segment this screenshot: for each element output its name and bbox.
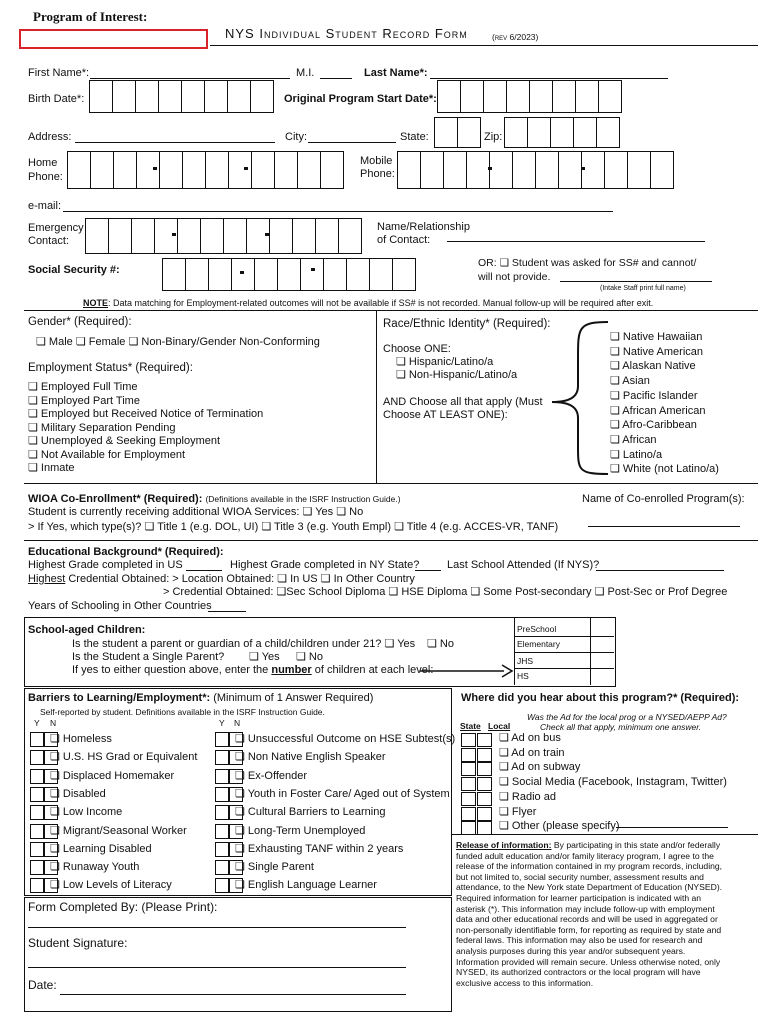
barrier-yes-box[interactable] bbox=[215, 860, 229, 875]
hear-option[interactable]: ❏ Ad on bus bbox=[499, 732, 561, 744]
barrier-option[interactable]: ❏ Runaway Youth bbox=[50, 861, 140, 874]
demographics-divider bbox=[376, 310, 377, 483]
barrier-yes-box[interactable] bbox=[215, 878, 229, 893]
ssn-boxes[interactable] bbox=[163, 258, 416, 291]
wioa-title: WIOA Co-Enrollment* (Required): bbox=[28, 493, 203, 505]
ssn-not-provided-2: will not provide. bbox=[478, 271, 551, 283]
wioa-header bbox=[28, 493, 401, 506]
barrier-yes-box[interactable] bbox=[30, 878, 44, 893]
barrier-option[interactable]: ❏ Low Levels of Literacy bbox=[50, 879, 172, 892]
barriers-n: N bbox=[234, 718, 241, 728]
emergency-label-1: Emergency bbox=[28, 222, 84, 234]
release-line: NYSED, its authorized contractors or the local program will have bbox=[456, 967, 701, 978]
intake-staff-label: (Intake Staff print full name) bbox=[600, 285, 686, 292]
children-q3 bbox=[72, 664, 433, 677]
wioa-types[interactable]: > If Yes, which type(s)? ❏ Title 1 (e.g. DOL, UI) ❏ Title 3 (e.g. Youth Empl) ❏ Title 4 (e.g. ACCES-VR, TANF) bbox=[28, 521, 559, 533]
race-choose-one: Choose ONE: bbox=[383, 343, 451, 355]
last-name-label: Last Name*: bbox=[364, 67, 428, 79]
level-jhs: JHS bbox=[517, 656, 534, 666]
children-title: School-aged Children: bbox=[28, 624, 146, 636]
level-rule bbox=[514, 668, 614, 669]
last-school-field[interactable] bbox=[596, 570, 724, 571]
barrier-yes-box[interactable] bbox=[215, 842, 229, 857]
phone-dash bbox=[265, 233, 269, 236]
home-phone-label-1: Home bbox=[28, 157, 58, 169]
barrier-option[interactable]: ❏ Single Parent bbox=[235, 861, 314, 874]
wioa-bottom-rule bbox=[24, 540, 758, 541]
barrier-option[interactable]: ❏ Homeless bbox=[50, 733, 112, 745]
release-title: Release of information: bbox=[456, 840, 552, 850]
grade-ny-label: Highest Grade completed in NY State? bbox=[230, 559, 420, 571]
wioa-definitions: (Definitions available in the ISRF Instruction Guide.) bbox=[205, 494, 401, 504]
zip-boxes[interactable] bbox=[505, 117, 620, 148]
release-line: release of the information contained in my program records, including, bbox=[456, 861, 723, 872]
city-label: City: bbox=[285, 131, 307, 143]
gender-options[interactable]: ❏ Male ❏ Female ❏ Non-Binary/Gender Non-Conforming bbox=[36, 336, 320, 348]
release-line: Release of information: By participating in this state and/or federally bbox=[456, 840, 721, 850]
zip-label: Zip: bbox=[484, 131, 503, 143]
barrier-yes-box[interactable] bbox=[215, 787, 229, 802]
mobile-phone-label-2: Phone: bbox=[360, 168, 395, 180]
program-of-interest-field[interactable] bbox=[19, 29, 208, 49]
barrier-option[interactable]: ❏ Youth in Foster Care/ Aged out of System bbox=[235, 787, 450, 800]
completed-by-label: Form Completed By: (Please Print): bbox=[28, 900, 218, 914]
note-text bbox=[83, 297, 653, 310]
barrier-option[interactable]: ❏ Unsuccessful Outcome on HSE Subtest(s) bbox=[235, 733, 456, 745]
hear-local-label: Local bbox=[488, 721, 511, 731]
first-name-label: First Name*: bbox=[28, 67, 90, 79]
employment-option[interactable]: ❏ Unemployed & Seeking Employment bbox=[28, 435, 221, 447]
race-option[interactable]: ❏ Native American bbox=[610, 345, 704, 358]
date-field[interactable] bbox=[60, 994, 406, 995]
children-q2-yes[interactable]: ❏ Yes bbox=[249, 651, 280, 663]
race-option[interactable]: ❏ African bbox=[610, 433, 657, 446]
barrier-yes-box[interactable] bbox=[215, 732, 229, 747]
phone-dash bbox=[581, 167, 585, 170]
state-label: State: bbox=[400, 131, 429, 143]
hear-option[interactable]: ❏ Flyer bbox=[499, 805, 537, 818]
grade-us-label: Highest Grade completed in US bbox=[28, 559, 183, 571]
credential-location-text: Credential Obtained: > Location Obtained: ❏ In US ❏ In Other Country bbox=[65, 573, 415, 585]
barrier-option[interactable]: ❏ Disabled bbox=[50, 787, 106, 800]
barrier-option[interactable]: ❏ Ex-Offender bbox=[235, 769, 308, 782]
phone-dash bbox=[244, 167, 248, 170]
barrier-yes-box[interactable] bbox=[30, 824, 44, 839]
release-line: data and other educational records and will be used in aggregated or bbox=[456, 914, 718, 925]
race-option[interactable]: ❏ African American bbox=[610, 404, 706, 417]
hear-local-box[interactable] bbox=[477, 777, 492, 791]
emergency-phone-boxes[interactable] bbox=[86, 218, 362, 254]
note-label: NOTE bbox=[83, 298, 109, 308]
employment-option[interactable]: ❏ Military Separation Pending bbox=[28, 421, 176, 434]
barrier-option[interactable]: ❏ Migrant/Seasonal Worker bbox=[50, 824, 187, 837]
ssn-label: Social Security #: bbox=[28, 264, 120, 276]
release-line: analysis purposes during this year and/or subsequent years. bbox=[456, 945, 686, 956]
barrier-option[interactable]: ❏ Displaced Homemaker bbox=[50, 769, 175, 782]
wioa-services[interactable]: Student is currently receiving additional WIOA Services: ❏ Yes ❏ No bbox=[28, 506, 364, 518]
signature-label: Student Signature: bbox=[28, 936, 128, 950]
barrier-yes-box[interactable] bbox=[30, 860, 44, 875]
barrier-yes-box[interactable] bbox=[215, 824, 229, 839]
barrier-option[interactable]: ❏ Cultural Barriers to Learning bbox=[235, 806, 386, 819]
arrow-right-icon bbox=[420, 664, 514, 678]
orig-start-boxes[interactable] bbox=[438, 80, 622, 113]
barrier-option[interactable]: ❏ Exhausting TANF within 2 years bbox=[235, 842, 404, 855]
phone-dash bbox=[488, 167, 492, 170]
race-option[interactable]: ❏ Afro-Caribbean bbox=[610, 419, 697, 432]
barriers-y: Y bbox=[34, 718, 40, 728]
release-line: but not limited to, social security number, assessment results and bbox=[456, 871, 704, 882]
revision: (rev 6/2023) bbox=[492, 32, 539, 42]
race-option[interactable]: ❏ Native Hawaiian bbox=[610, 331, 703, 343]
barrier-yes-box[interactable] bbox=[30, 805, 44, 820]
gender-title: Gender* (Required): bbox=[28, 316, 132, 328]
hear-local-box[interactable] bbox=[477, 733, 492, 747]
last-school-label: Last School Attended (If NYS)? bbox=[447, 559, 600, 571]
hear-option[interactable]: ❏ Ad on train bbox=[499, 746, 565, 759]
barrier-option[interactable]: ❏ Learning Disabled bbox=[50, 842, 152, 855]
date-label: Date: bbox=[28, 978, 57, 992]
race-option[interactable]: ❏ Alaskan Native bbox=[610, 360, 696, 373]
relationship-label-2: of Contact: bbox=[377, 234, 431, 246]
barrier-yes-box[interactable] bbox=[215, 750, 229, 765]
employment-option[interactable]: ❏ Inmate bbox=[28, 462, 75, 474]
barriers-n: N bbox=[50, 718, 57, 728]
barriers-title: Barriers to Learning/Employment*: bbox=[28, 692, 211, 704]
hear-option[interactable]: ❏ Ad on subway bbox=[499, 761, 581, 774]
employment-option[interactable]: ❏ Employed Full Time bbox=[28, 381, 138, 393]
barriers-sub: Self-reported by student. Definitions available in the ISRF Instruction Guide. bbox=[40, 707, 325, 717]
years-schooling-label: Years of Schooling in Other Countries bbox=[28, 600, 212, 612]
home-phone-label-2: Phone: bbox=[28, 171, 63, 183]
signature-field[interactable] bbox=[28, 967, 406, 968]
release-line: attendance, to the New York state Department of Education (NYSED). bbox=[456, 882, 723, 893]
hear-note-1: Was the Ad for the local prog or a NYSED/AEPP Ad? bbox=[527, 712, 727, 722]
barrier-option[interactable]: ❏ Low Income bbox=[50, 806, 123, 819]
phone-dash bbox=[153, 167, 157, 170]
hear-state-label: State bbox=[460, 721, 481, 731]
hear-title: Where did you hear about this program?* (Required): bbox=[461, 692, 740, 704]
barrier-option[interactable]: ❏ Long-Term Unemployed bbox=[235, 824, 366, 837]
note-body: : Data matching for Employment-related outcomes will not be available if SS# is not recorded. Manual follow-up will be required after exit. bbox=[108, 298, 654, 308]
level-rule bbox=[514, 652, 614, 653]
birth-date-boxes[interactable] bbox=[90, 80, 274, 113]
hear-state-box[interactable] bbox=[461, 807, 476, 821]
credential-obtained[interactable]: > Credential Obtained: ❏Sec School Diploma ❏ HSE Diploma ❏ Some Post-secondary ❏ Post-Sec or Prof Degree bbox=[163, 586, 728, 598]
race-options[interactable] bbox=[610, 330, 719, 477]
email-label: e-mail: bbox=[28, 200, 62, 212]
race-option[interactable]: ❏ White (not Latino/a) bbox=[610, 463, 719, 476]
mobile-phone-label-1: Mobile bbox=[360, 155, 393, 167]
ssn-not-provided[interactable]: OR: ❏ Student was asked for SS# and cannot/ bbox=[478, 257, 697, 269]
barrier-yes-box[interactable] bbox=[30, 769, 44, 784]
children-q3-number: number bbox=[271, 664, 312, 676]
release-line: Information provided will remain secure. Unless otherwise noted, only bbox=[456, 956, 721, 967]
address-label: Address: bbox=[28, 131, 72, 143]
home-phone-boxes[interactable] bbox=[68, 151, 344, 189]
last-name-field[interactable] bbox=[430, 78, 668, 79]
level-hs: HS bbox=[517, 671, 529, 681]
mi-label: M.I. bbox=[296, 67, 315, 79]
hear-other-field[interactable] bbox=[616, 827, 728, 828]
hear-option[interactable]: ❏ Radio ad bbox=[499, 790, 556, 803]
race-and-choose-2: Choose AT LEAST ONE): bbox=[383, 409, 508, 421]
mobile-phone-boxes[interactable] bbox=[398, 151, 674, 189]
employment-options[interactable] bbox=[28, 381, 263, 476]
employment-option[interactable]: ❏ Not Available for Employment bbox=[28, 448, 186, 461]
barrier-yes-box[interactable] bbox=[30, 787, 44, 802]
coenrolled-field[interactable] bbox=[588, 526, 740, 527]
release-line: Required information for learner participation is indicated with an bbox=[456, 892, 702, 903]
employment-option[interactable]: ❏ Employed Part Time bbox=[28, 394, 140, 407]
emergency-label-2: Contact: bbox=[28, 235, 69, 247]
hear-local-box[interactable] bbox=[477, 792, 492, 806]
children-q1[interactable]: Is the student a parent or guardian of a child/children under 21? ❏ Yes bbox=[72, 638, 416, 650]
release-top-rule bbox=[452, 834, 758, 835]
release-of-information bbox=[456, 840, 756, 988]
barrier-yes-box[interactable] bbox=[30, 842, 44, 857]
demographics-top-rule bbox=[24, 310, 758, 311]
years-schooling-field[interactable] bbox=[208, 611, 246, 612]
hear-state-box[interactable] bbox=[461, 748, 476, 762]
grade-us-field[interactable] bbox=[186, 570, 222, 571]
grade-ny-field[interactable] bbox=[415, 570, 441, 571]
city-field[interactable] bbox=[308, 142, 396, 143]
barrier-option[interactable]: ❏ English Language Learner bbox=[235, 879, 377, 892]
barrier-yes-box[interactable] bbox=[215, 769, 229, 784]
race-option[interactable]: ❏ Pacific Islander bbox=[610, 389, 698, 402]
relationship-label-1: Name/Relationship bbox=[377, 221, 470, 233]
credential-location[interactable] bbox=[28, 573, 415, 586]
level-rule bbox=[514, 636, 614, 637]
credential-highest: Highest bbox=[28, 573, 66, 585]
race-title: Race/Ethnic Identity* (Required): bbox=[383, 318, 551, 330]
first-name-field[interactable] bbox=[90, 78, 290, 79]
race-option[interactable]: ❏ Asian bbox=[610, 375, 650, 388]
hear-local-box[interactable] bbox=[477, 748, 492, 762]
barrier-yes-box[interactable] bbox=[30, 750, 44, 765]
ssn-dash bbox=[311, 268, 315, 271]
orig-start-label: Original Program Start Date*: bbox=[284, 93, 437, 105]
release-line: exclusive access to this information. bbox=[456, 977, 594, 988]
race-option[interactable]: ❏ Latino/a bbox=[610, 448, 663, 461]
header-rule bbox=[210, 45, 758, 46]
brace-icon bbox=[548, 318, 618, 478]
race-and-choose-1: AND Choose all that apply (Must bbox=[383, 396, 543, 408]
hear-option[interactable]: ❏ Social Media (Facebook, Instagram, Twitter) bbox=[499, 776, 727, 789]
release-line: non-personally identifiable form, for reporting as required by state and bbox=[456, 924, 722, 935]
children-q1-no[interactable]: ❏ No bbox=[427, 638, 454, 650]
email-field[interactable] bbox=[63, 211, 613, 212]
barrier-yes-box[interactable] bbox=[215, 805, 229, 820]
hear-local-box[interactable] bbox=[477, 762, 492, 776]
demographics-bottom-rule bbox=[24, 483, 758, 484]
level-preschool: PreSchool bbox=[517, 624, 557, 634]
hear-state-box[interactable] bbox=[461, 777, 476, 791]
form-title: NYS Individual Student Record Form bbox=[225, 26, 468, 41]
barriers-y: Y bbox=[219, 718, 225, 728]
children-q3-text: If yes to either question above, enter the bbox=[72, 664, 272, 676]
completed-by-field[interactable] bbox=[28, 927, 406, 928]
level-elementary: Elementary bbox=[517, 639, 560, 649]
state-boxes[interactable] bbox=[435, 117, 481, 148]
relationship-field[interactable] bbox=[447, 241, 705, 242]
employment-title: Employment Status* (Required): bbox=[28, 362, 193, 374]
release-line: federal laws. This information may also be used for research and bbox=[456, 935, 703, 946]
barriers-minimum: (Minimum of 1 Answer Required) bbox=[213, 692, 374, 704]
barriers-header bbox=[28, 692, 373, 705]
release-line: asterisk (*). This information may include follow-up with employment bbox=[456, 903, 715, 914]
children-q2-no[interactable]: ❏ No bbox=[296, 651, 323, 663]
mi-field[interactable] bbox=[320, 78, 352, 79]
barrier-yes-box[interactable] bbox=[30, 732, 44, 747]
race-hispanic[interactable]: ❏ Hispanic/Latino/a bbox=[396, 356, 494, 368]
hear-state-box[interactable] bbox=[461, 762, 476, 776]
barrier-option[interactable]: ❏ U.S. HS Grad or Equivalent bbox=[50, 751, 198, 764]
coenrolled-label: Name of Co-enrolled Program(s): bbox=[582, 493, 745, 505]
hear-state-box[interactable] bbox=[461, 792, 476, 806]
employment-option[interactable]: ❏ Employed but Received Notice of Termination bbox=[28, 408, 264, 420]
hear-note-2: Check all that apply, minimum one answer. bbox=[540, 722, 702, 732]
birth-date-label: Birth Date*: bbox=[28, 93, 85, 105]
hear-option[interactable]: ❏ Other (please specify) bbox=[499, 820, 620, 833]
release-line: funded adult education and/or family literacy program, I agree to the bbox=[456, 850, 714, 861]
children-q2: Is the Student a Single Parent? bbox=[72, 651, 225, 663]
children-q3-text-end: of children at each level: bbox=[311, 664, 434, 676]
race-non-hispanic[interactable]: ❏ Non-Hispanic/Latino/a bbox=[396, 369, 518, 381]
hear-local-box[interactable] bbox=[477, 807, 492, 821]
education-title: Educational Background* (Required): bbox=[28, 546, 224, 558]
program-of-interest-label: Program of Interest: bbox=[33, 9, 148, 24]
address-field[interactable] bbox=[75, 142, 275, 143]
ssn-dash bbox=[240, 271, 244, 274]
barrier-option[interactable]: ❏ Non Native English Speaker bbox=[235, 751, 386, 764]
phone-dash bbox=[172, 233, 176, 236]
hear-state-box[interactable] bbox=[461, 733, 476, 747]
